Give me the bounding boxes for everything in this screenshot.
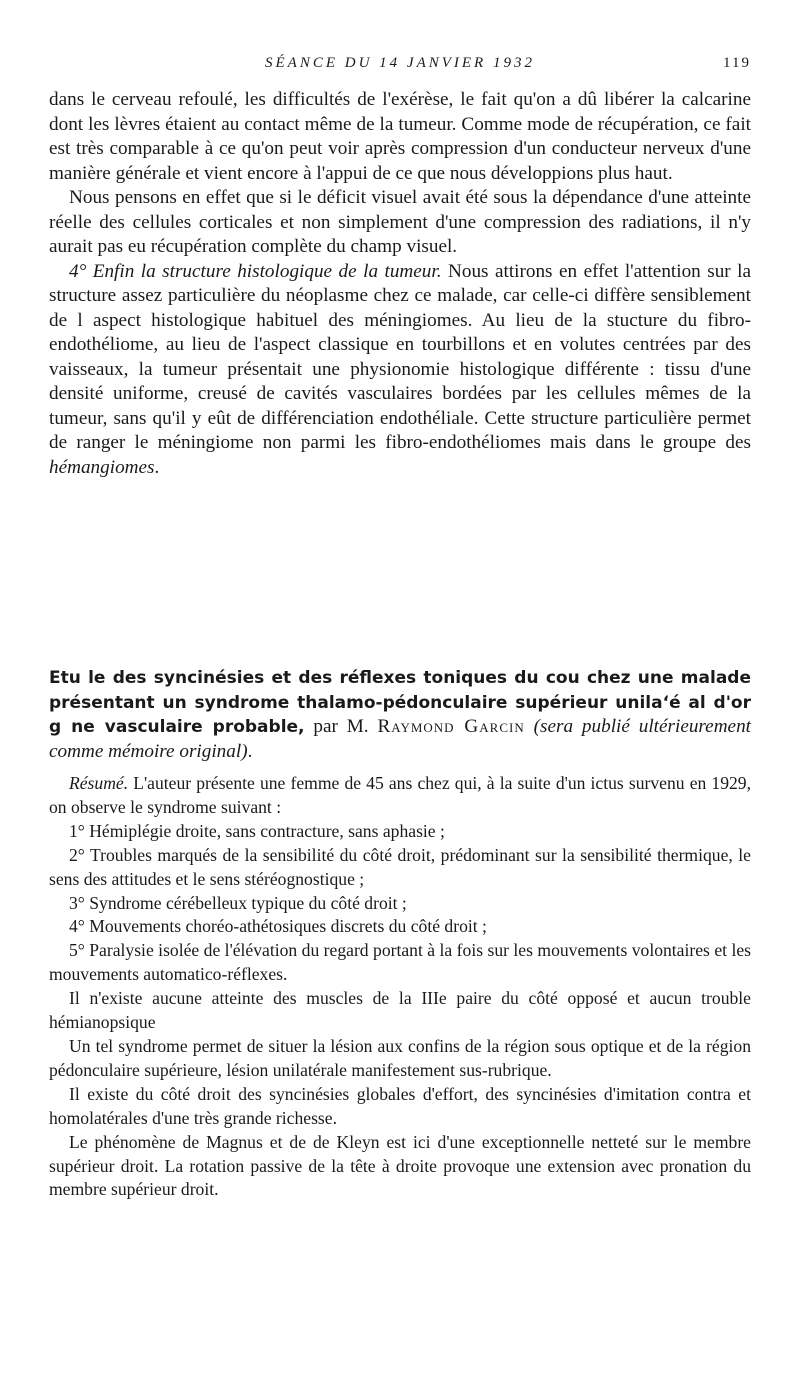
paragraph-third-pair: Il n'existe aucune atteinte des muscles de la IIIe paire du côté opposé et aucun trouble hémianopsique: [49, 988, 751, 1033]
term-hemangiomes: hémangiomes: [49, 456, 155, 478]
paragraph-magnus: Le phénomène de Magnus et de de Kleyn est ici d'une exceptionnelle netteté sur le membre supérieur droit. La rotation passive de la tête à droite provoque une extension avec pronation du membre supérieur droit.: [49, 1131, 751, 1200]
paragraph-deficit-visuel: Nous pensons en effet que si le déficit visuel avait été sous la dépendance d'une atteinte réelle des cellules corticales et non simplement d'une compression des radiations, il n'y aurait pas eu récupération complète du champ visuel.: [49, 187, 751, 257]
list-item: 4° Mouvements choréo-athétosiques discrets du côté droit ;: [69, 916, 487, 937]
paragraph-exerese: dans le cerveau refoulé, les difficultés de l'exérèse, le fait qu'on a dû libérer la calcarine dont les lèvres étaient au contact même de la tumeur. Comme mode de récupération, ce fait est très comparable à ce qu'on peut voir après compression d'un conducteur nerveux d'une manière générale et vient encore à l'appui de ce que nous développions plus haut.: [49, 89, 751, 184]
body-text: [49, 88, 751, 480]
abstract-intro: Résumé. L'auteur présente une femme de 45 ans chez qui, à la suite d'un ictus survenu en 1929, on observe le syndrome suivant :: [49, 773, 751, 817]
paragraph-syndrome: Un tel syndrome permet de situer la lésion aux confins de la région sous optique et de la région pédonculaire supérieure, lésion unilatérale manifestement sus-rubrique.: [49, 1035, 751, 1080]
list-item: 2° Troubles marqués de la sensibilité du côté droit, prédominant sur la sensibilité thermique, le sens des attitudes et le sens stéréognostique ;: [49, 844, 751, 889]
paragraph-heading: 4° Enfin la structure histologique de la tumeur.: [69, 260, 442, 282]
paragraph-structure-histologique: 4° Enfin la structure histologique de la tumeur. Nous attirons en effet l'attention sur la structure assez particulière du néoplasme chez ce malade, car celle-ci diffère sensiblement de l aspect histologique habituel des méningiomes. Au lieu de la stucture du fibro-endothéliome, au lieu de l'aspect classique en tourbillons et en volutes centrées par des vaisseaux, la tumeur présentait une physionomie histologique différente : tissu d'une densité uniforme, creusé de cavités vasculaires bordées par les cellules mêmes de la tumeur, sans qu'il y eût de différenciation endothéliale. Cette structure particulière permet de ranger le méningiome non parmi les fibro-endothéliomes mais dans le groupe des hémangiomes.: [49, 260, 751, 478]
running-head: [49, 55, 751, 79]
list-item: 3° Syndrome cérébelleux typique du côté droit ;: [69, 892, 407, 913]
running-title: SÉANCE DU 14 JANVIER 1932: [265, 55, 535, 71]
list-item: 1° Hémiplégie droite, sans contracture, sans aphasie ;: [69, 820, 445, 841]
communication-title: Etu le des syncinésies et des réflexes toniques du cou chez une malade présentant un syndrome thalamo-pédonculaire supérieur unila‘é al d'or g ne vasculaire probable, par M. Raymond Garcin (sera publié ultérieurement comme mémoire original).: [49, 668, 751, 762]
abstract: [49, 772, 751, 1202]
paragraph-text: Nous attirons en effet l'attention sur la structure assez particulière du néoplasme chez ce malade, car celle-ci diffère sensiblement de l aspect histologique habituel des méningiomes. Au lieu de la stucture du fibro-endothéliome, au lieu de l'aspect classique en tourbillons et en volutes centrées par des vaisseaux, la tumeur présentait une physionomie histologique différente : tissu d'une densité uniforme, creusé de cavités vasculaires bordées par les cellules mêmes de la tumeur, sans qu'il y eût de différenciation endothéliale. Cette structure particulière permet de ranger le méningiome non parmi les fibro-endothéliomes mais dans le groupe des: [49, 260, 751, 453]
publication-note: (sera publié ultérieurement comme mémoire original): [49, 716, 751, 762]
author-name: Raymond Garcin: [377, 716, 525, 737]
abstract-label: Résumé.: [69, 773, 129, 793]
list-item: 5° Paralysie isolée de l'élévation du regard portant à la fois sur les mouvements volontaires et les mouvements automatico-réflexes.: [49, 940, 751, 985]
page-number: 119: [723, 55, 751, 71]
paragraph-syncinesies: Il existe du côté droit des syncinésies globales d'effort, des syncinésies d'imitation contra et homolatérales d'une très grande richesse.: [49, 1083, 751, 1128]
communication-title-text: Etu le des syncinésies et des réflexes toniques du cou chez une malade présentant un syndrome thalamo-pédonculaire supérieur unila‘é al d'or g ne vasculaire probable,: [49, 668, 751, 737]
